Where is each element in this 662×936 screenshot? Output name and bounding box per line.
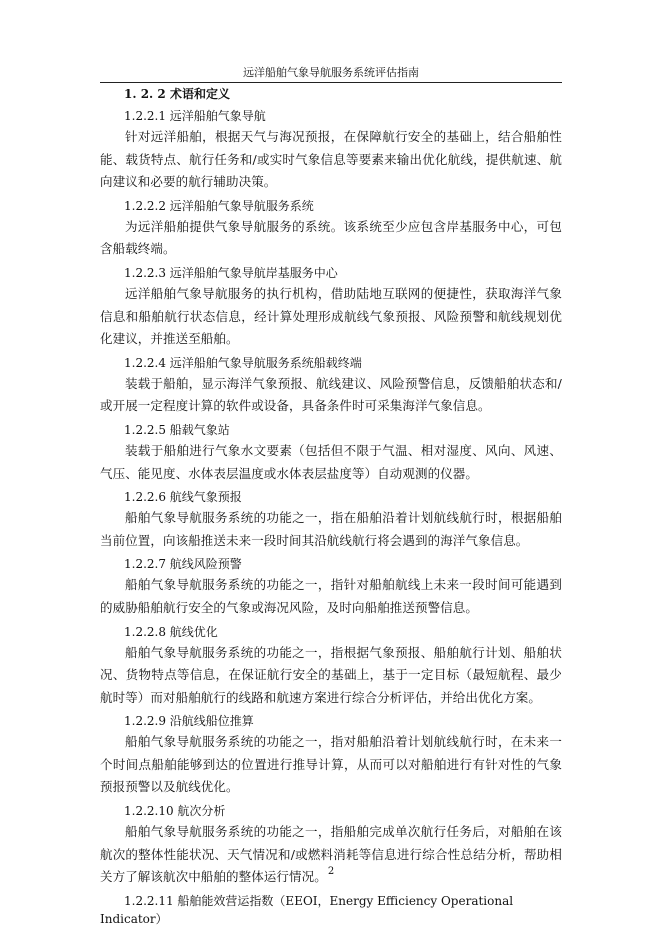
term-heading-1-2-2-3: 1.2.2.3 远洋船舶气象导航岸基服务中心 bbox=[124, 265, 338, 280]
term-definition-1-2-2-1: 针对远洋船舶，根据天气与海况预报，在保障航行安全的基础上，结合船舶性能、载货特点、航行任务和/或实时气象信息等要素来输出优化航线，提供航速、航向建议和必要的航行辅助决策。 bbox=[100, 129, 562, 190]
term-definition-1-2-2-8: 船舶气象导航服务系统的功能之一，指根据气象预报、船舶航行计划、船舶状况、货物特点等信息，在保证航行安全的基础上，基于一定目标（最短航程、最少航时等）而对船舶航行的线路和航速方案进行综合分析评估，并给出优化方案。 bbox=[100, 644, 562, 705]
term-heading-1-2-2-11: 1.2.2.11 船舶能效营运指数（EEOI，Energy Efficiency Operational Indicator） bbox=[100, 893, 514, 926]
term-definition-1-2-2-7: 船舶气象导航服务系统的功能之一，指针对船舶航线上未来一段时间可能遇到的威胁船舶航行安全的气象或海况风险，及时向船舶推送预警信息。 bbox=[100, 577, 562, 615]
term-definition-1-2-2-2: 为远洋船舶提供气象导航服务的系统。该系统至少应包含岸基服务中心，可包含船载终端。 bbox=[100, 218, 562, 257]
term-definition-1-2-2-3: 远洋船舶气象导航服务的执行机构，借助陆地互联网的便捷性，获取海洋气象信息和船舶航行状态信息，经计算处理形成航线气象预报、风险预警和航线规划优化建议，并推送至船舶。 bbox=[100, 285, 562, 347]
term-definition-1-2-2-10: 船舶气象导航服务系统的功能之一，指船舶完成单次航行任务后，对船舶在该航次的整体性能状况、天气情况和/或燃料消耗等信息进行综合性总结分析，帮助相关方了解该航次中船舶的整体运行情况。 bbox=[100, 824, 562, 885]
term-definition-1-2-2-5: 装载于船舶进行气象水文要素（包括但不限于气温、相对湿度、风向、风速、气压、能见度、水体表层温度或水体表层盐度等）自动观测的仪器。 bbox=[100, 442, 562, 481]
term-heading-1-2-2-6: 1.2.2.6 航线气象预报 bbox=[124, 490, 242, 505]
term-definition-1-2-2-6: 船舶气象导航服务系统的功能之一，指在船舶沿着计划航线航行时，根据船舶当前位置，向该船推送未来一段时间其沿航线航行将会遇到的海洋气象信息。 bbox=[100, 510, 562, 548]
term-heading-1-2-2-7: 1.2.2.7 航线风险预警 bbox=[124, 557, 242, 572]
term-definition-1-2-2-4: 装载于船舶，显示海洋气象预报、航线建议、风险预警信息，反馈船舶状态和/或开展一定程度计算的软件或设备，具备条件时可采集海洋气象信息。 bbox=[100, 375, 562, 414]
term-heading-1-2-2-8: 1.2.2.8 航线优化 bbox=[124, 624, 218, 639]
term-definition-1-2-2-9: 船舶气象导航服务系统的功能之一，指对船舶沿着计划航线航行时，在未来一个时间点船舶能够到达的位置进行推导计算，从而可以对船舶进行有针对性的气象预报预警以及航线优化。 bbox=[100, 734, 562, 795]
term-heading-1-2-2-5: 1.2.2.5 船载气象站 bbox=[124, 422, 230, 437]
page-number: 2 bbox=[327, 866, 335, 877]
document-body bbox=[100, 82, 562, 926]
section-heading: 1. 2. 2 术语和定义 bbox=[124, 87, 230, 101]
term-heading-1-2-2-2: 1.2.2.2 远洋船舶气象导航服务系统 bbox=[124, 198, 314, 213]
term-heading-1-2-2-1: 1.2.2.1 远洋船舶气象导航 bbox=[124, 109, 266, 123]
term-heading-1-2-2-9: 1.2.2.9 沿航线船位推算 bbox=[124, 714, 254, 729]
running-header: 远洋船舶气象导航服务系统评估指南 bbox=[243, 66, 419, 79]
term-heading-1-2-2-10: 1.2.2.10 航次分析 bbox=[124, 804, 226, 819]
term-heading-1-2-2-4: 1.2.2.4 远洋船舶气象导航服务系统船载终端 bbox=[124, 355, 362, 370]
